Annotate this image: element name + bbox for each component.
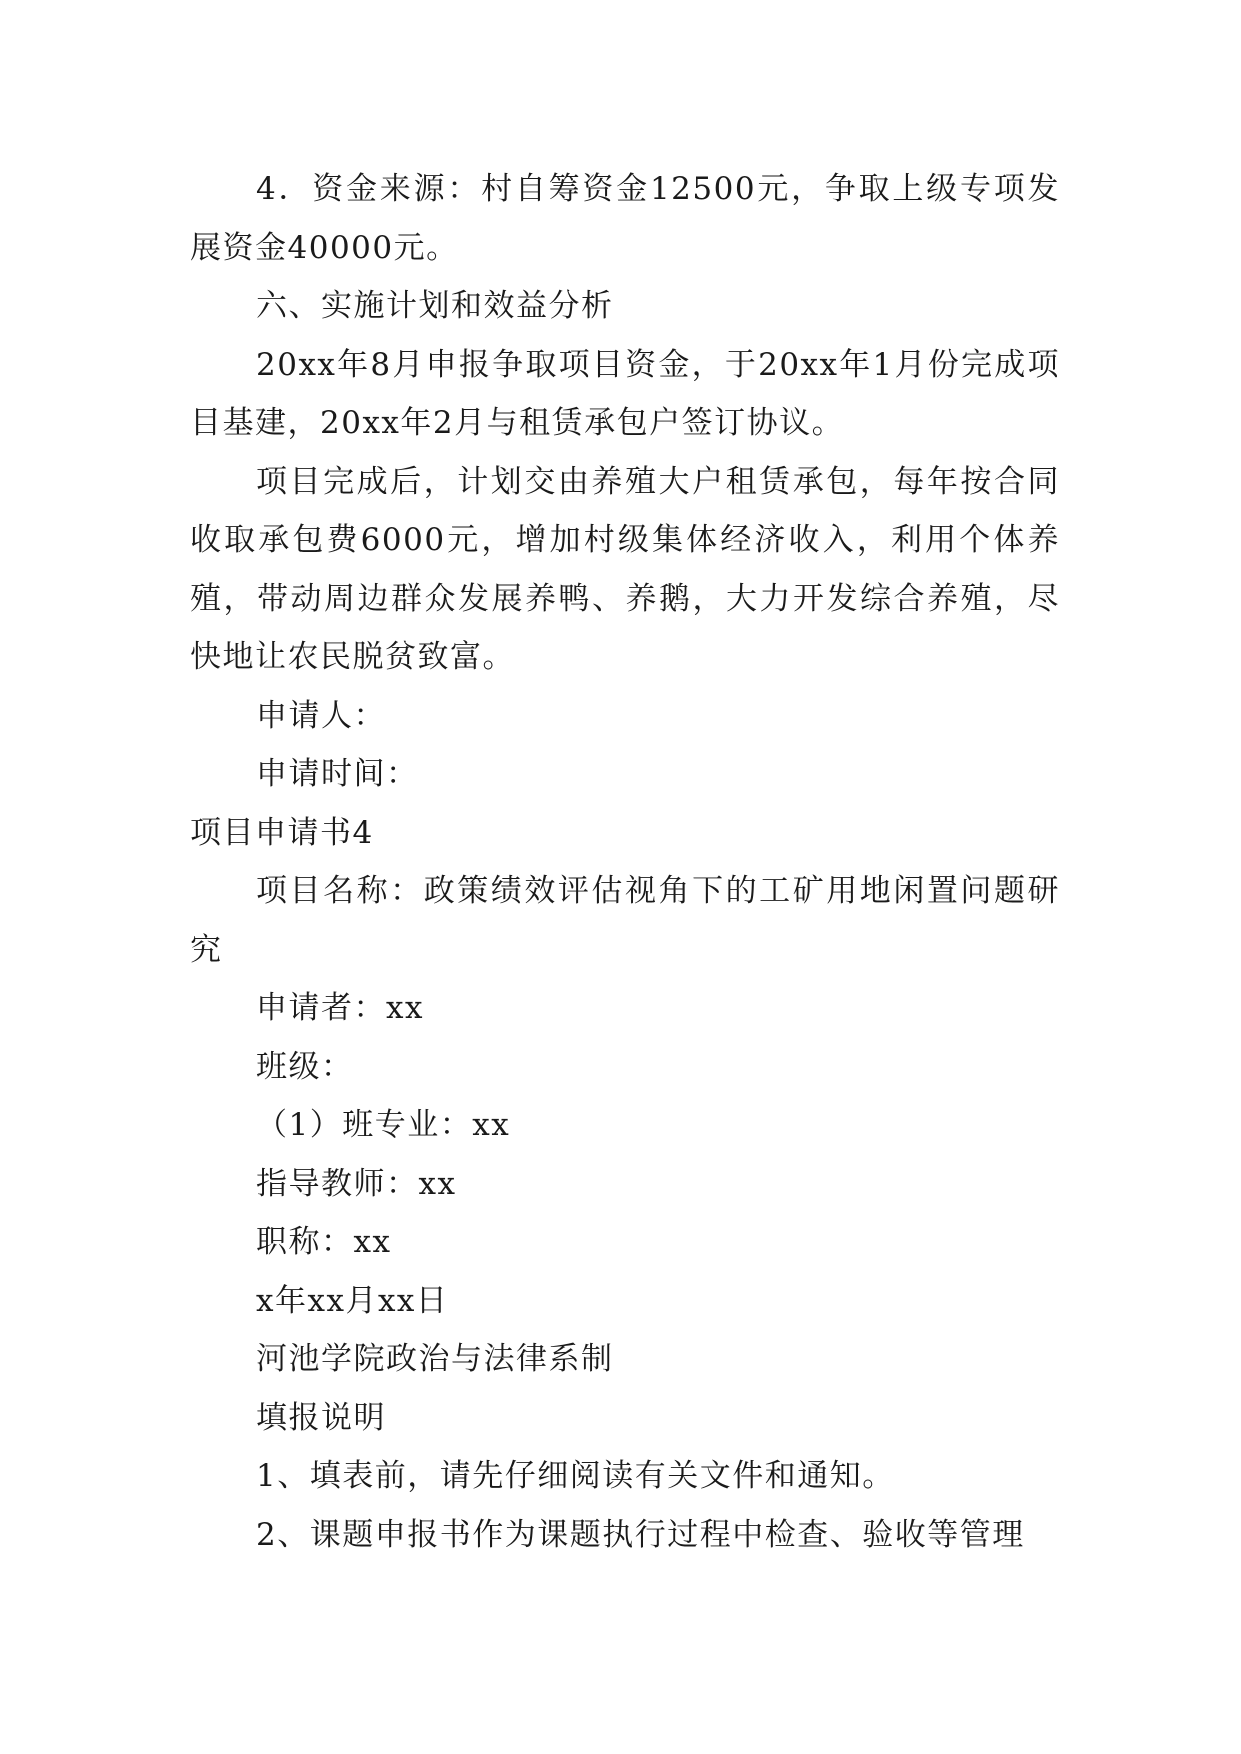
advisor-line: 指导教师：xx — [256, 1165, 457, 1202]
class-line: 班级： — [256, 1048, 354, 1085]
project-name-line: 项目名称：政策绩效评估视角下的工矿用地闲置问题研究 — [190, 873, 1060, 968]
application-date-line: 申请时间： — [256, 756, 419, 792]
date-line: x年xx月xx日 — [256, 1282, 449, 1319]
document-body — [190, 160, 1060, 1564]
title-line: 职称：xx — [256, 1224, 392, 1260]
instruction-item-1: 1、填表前，请先仔细阅读有关文件和通知。 — [256, 1458, 895, 1494]
instructions-heading: 填报说明 — [256, 1399, 386, 1436]
paragraph-schedule: 20xx年8月申报争取项目资金，于20xx年1月份完成项目基建，20xx年2月与租赁承包户签订协议。 — [190, 346, 1060, 441]
issuer-line: 河池学院政治与法律系制 — [256, 1341, 614, 1377]
applicant-name-line: 申请者：xx — [256, 990, 424, 1026]
applicant-line: 申请人： — [256, 697, 386, 734]
heading-implementation-plan: 六、实施计划和效益分析 — [256, 288, 614, 324]
major-line: （1）班专业：xx — [256, 1107, 511, 1143]
paragraph-funding-source: 4．资金来源：村自筹资金12500元，争取上级专项发展资金40000元。 — [190, 171, 1060, 266]
paragraph-benefits: 项目完成后，计划交由养殖大户租赁承包，每年按合同收取承包费6000元，增加村级集体经济收入，利用个体养殖，带动周边群众发展养鸭、养鹅，大力开发综合养殖，尽快地让农民脱贫致富。 — [190, 463, 1060, 675]
instruction-item-2: 2、课题申报书作为课题执行过程中检查、验收等管理 — [256, 1516, 1025, 1553]
section-title-proposal-4: 项目申请书4 — [190, 814, 374, 851]
